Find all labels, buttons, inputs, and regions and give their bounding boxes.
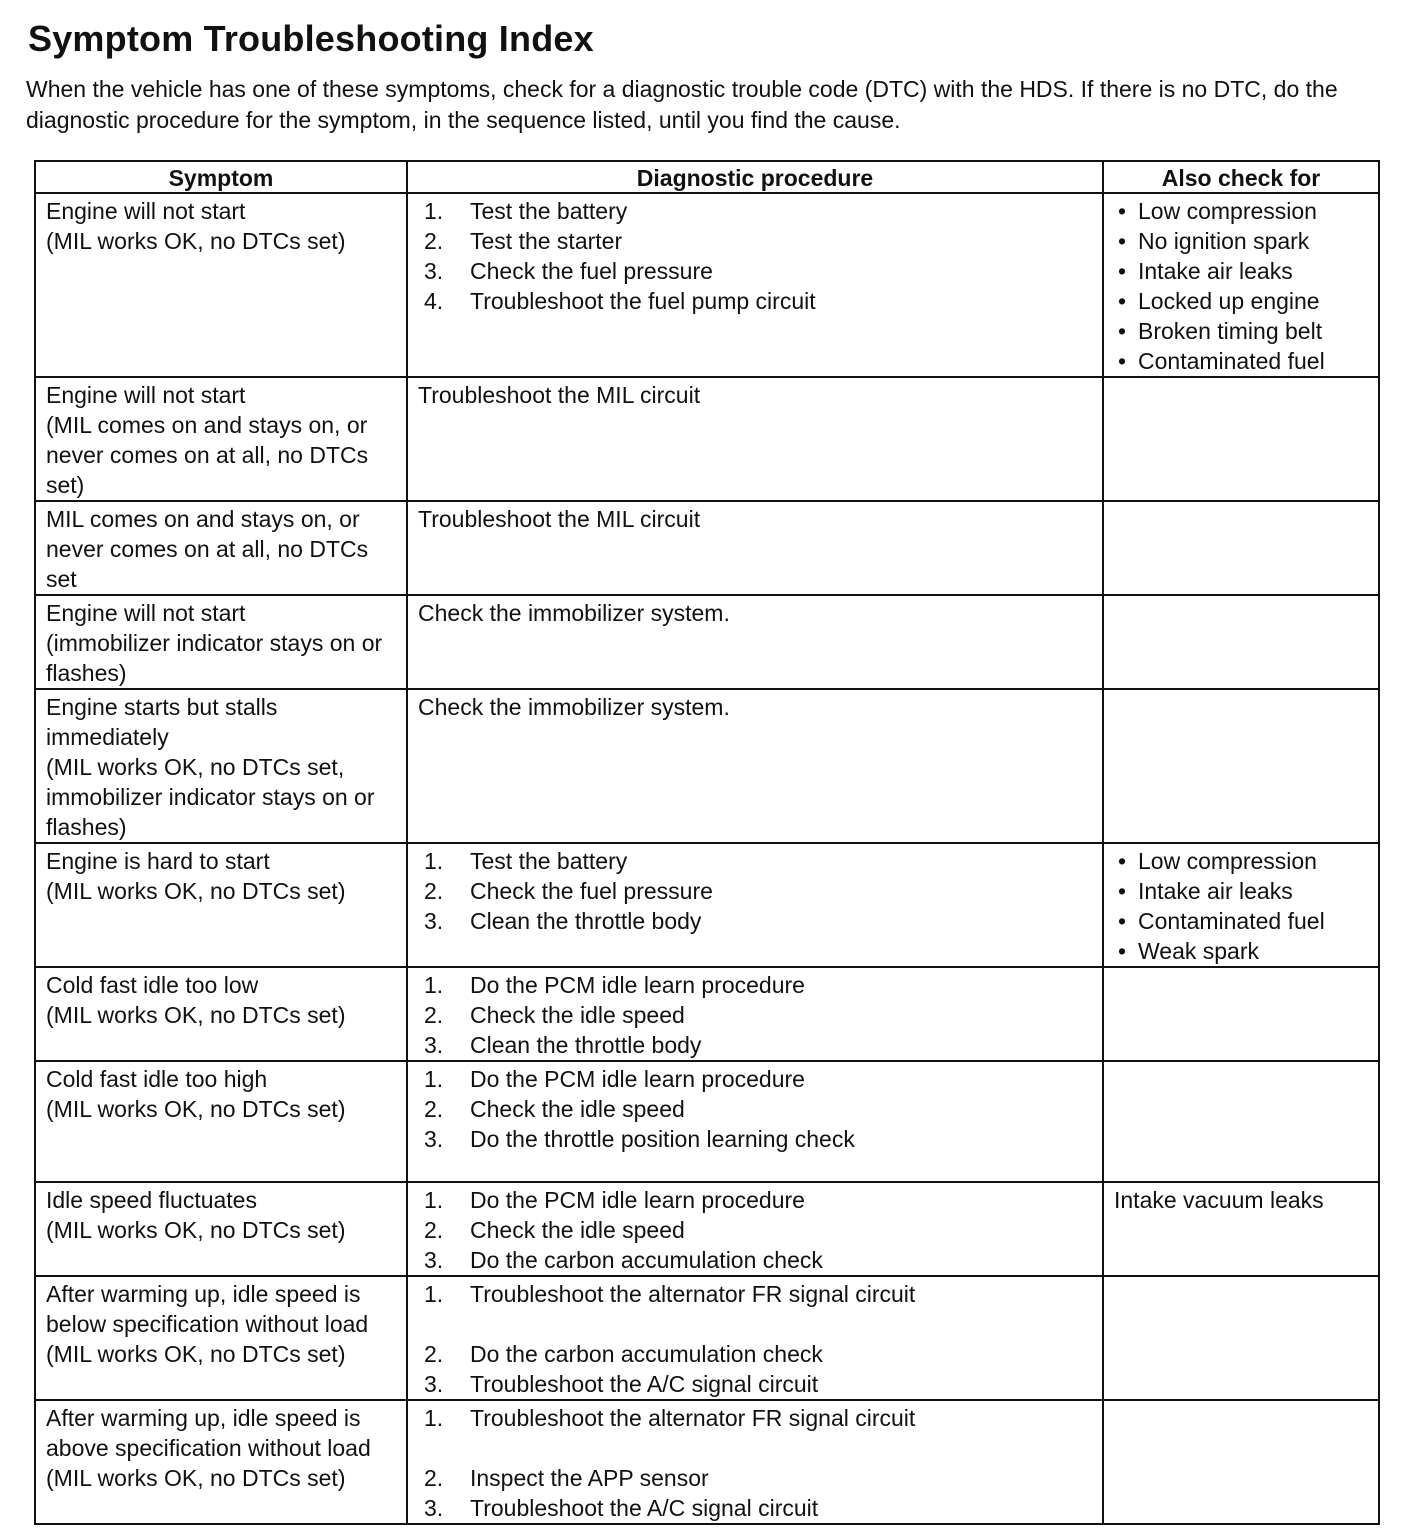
- symptom-condition: (MIL works OK, no DTCs set): [46, 1341, 346, 1367]
- step-number: 1.: [424, 198, 444, 224]
- symptom-title: Engine is hard to start: [46, 848, 270, 874]
- also-check-cell: [1103, 377, 1379, 501]
- step-text: Do the PCM idle learn procedure: [470, 1187, 805, 1213]
- table-row: [35, 689, 1379, 843]
- step-text: Troubleshoot the fuel pump circuit: [470, 288, 816, 314]
- procedure-cell: [407, 843, 1103, 967]
- step-number: 2.: [424, 1096, 444, 1122]
- procedure-step: [418, 1339, 1092, 1369]
- symptom-condition: (MIL works OK, no DTCs set): [46, 1002, 346, 1028]
- also-check-cell: [1103, 1400, 1379, 1524]
- also-check-cell: [1103, 193, 1379, 377]
- step-number: 1.: [424, 848, 444, 874]
- procedure-step: [418, 1403, 1092, 1433]
- step-text: Inspect the APP sensor: [470, 1465, 709, 1491]
- symptom-title: Cold fast idle too low: [46, 972, 259, 998]
- also-check-cell: [1103, 689, 1379, 843]
- procedure-cell: [407, 1276, 1103, 1400]
- table-row: [35, 377, 1379, 501]
- also-check-item: • Intake air leaks: [1114, 256, 1368, 286]
- also-check-item: • Contaminated fuel: [1114, 346, 1368, 376]
- procedure-step: [418, 256, 1092, 286]
- step-text: Clean the throttle body: [470, 1032, 702, 1058]
- procedure-step: [418, 286, 1092, 316]
- table-row: [35, 1182, 1379, 1276]
- also-check-item: • No ignition spark: [1114, 226, 1368, 256]
- also-check-item: • Locked up engine: [1114, 286, 1368, 316]
- step-text: Check the fuel pressure: [470, 878, 713, 904]
- also-check-cell: [1103, 595, 1379, 689]
- page-title: Symptom Troubleshooting Index: [28, 18, 594, 59]
- procedure-step: [418, 1030, 1092, 1060]
- step-number: 2.: [424, 1217, 444, 1243]
- procedure-step: [418, 196, 1092, 226]
- step-number: 2.: [424, 228, 444, 254]
- procedure-cell: Troubleshoot the MIL circuit: [407, 501, 1103, 595]
- table-row: [35, 193, 1379, 377]
- procedure-step: [418, 1124, 1092, 1154]
- symptom-condition: (MIL works OK, no DTCs set): [46, 878, 346, 904]
- procedure-cell: Check the immobilizer system.: [407, 689, 1103, 843]
- procedure-step: [418, 1245, 1092, 1275]
- symptom-cell: [35, 193, 407, 377]
- symptom-cell: [35, 1061, 407, 1182]
- table-row: [35, 843, 1379, 967]
- step-text: Do the throttle position learning check: [470, 1126, 855, 1152]
- step-text: Do the carbon accumulation check: [470, 1341, 823, 1367]
- header-also-check-for: Also check for: [1103, 161, 1379, 193]
- symptom-title: After warming up, idle speed is below specification without load: [46, 1281, 369, 1337]
- step-text: Check the idle speed: [470, 1096, 685, 1122]
- step-number: 3.: [424, 258, 444, 284]
- procedure-cell: [407, 193, 1103, 377]
- symptom-condition: (MIL works OK, no DTCs set): [46, 1465, 346, 1491]
- step-text: Check the fuel pressure: [470, 258, 713, 284]
- procedure-cell: [407, 1061, 1103, 1182]
- header-symptom: Symptom: [35, 161, 407, 193]
- procedure-step: [418, 1493, 1092, 1523]
- symptom-title: Idle speed fluctuates: [46, 1187, 257, 1213]
- step-number: 3.: [424, 1126, 444, 1152]
- step-number: 1.: [424, 1187, 444, 1213]
- step-text: Troubleshoot the A/C signal circuit: [470, 1371, 819, 1397]
- also-check-cell: [1103, 1276, 1379, 1400]
- header-diagnostic-procedure: Diagnostic procedure: [407, 161, 1103, 193]
- step-number: 3.: [424, 908, 444, 934]
- step-number: 2.: [424, 1465, 444, 1491]
- also-check-cell: [1103, 843, 1379, 967]
- also-check-cell: [1103, 1061, 1379, 1182]
- symptom-cell: [35, 377, 407, 501]
- step-number: 3.: [424, 1495, 444, 1521]
- step-text: Do the carbon accumulation check: [470, 1247, 823, 1273]
- also-check-item: • Low compression: [1114, 196, 1368, 226]
- step-text: Clean the throttle body: [470, 908, 702, 934]
- step-number: 3.: [424, 1371, 444, 1397]
- procedure-step: [418, 1215, 1092, 1245]
- step-text: Check the idle speed: [470, 1217, 685, 1243]
- step-number: 2.: [424, 878, 444, 904]
- symptom-condition: (MIL works OK, no DTCs set, immobilizer indicator stays on or flashes): [46, 754, 375, 840]
- symptom-cell: [35, 595, 407, 689]
- intro-paragraph: When the vehicle has one of these symptoms, check for a diagnostic trouble code (DTC) with the HDS. If there is no DTC, do the diagnostic procedure for the symptom, in the sequence listed, until you find the cause.: [26, 76, 1338, 133]
- also-check-item: • Weak spark: [1114, 936, 1368, 966]
- procedure-step: [418, 970, 1092, 1000]
- table-row: [35, 1400, 1379, 1524]
- procedure-cell: [407, 1182, 1103, 1276]
- table-row: [35, 501, 1379, 595]
- procedure-step: [418, 1463, 1092, 1493]
- procedure-step: [418, 1279, 1092, 1309]
- table-row: [35, 967, 1379, 1061]
- symptom-cell: [35, 967, 407, 1061]
- step-text: Test the starter: [470, 228, 623, 254]
- procedure-step: [418, 1094, 1092, 1124]
- step-text: Troubleshoot the alternator FR signal circuit: [470, 1405, 916, 1431]
- procedure-cell: [407, 1400, 1103, 1524]
- procedure-step: [418, 846, 1092, 876]
- symptom-title: After warming up, idle speed is above specification without load: [46, 1405, 371, 1461]
- step-text: Troubleshoot the alternator FR signal circuit: [470, 1281, 916, 1307]
- procedure-step: [418, 1000, 1092, 1030]
- symptom-cell: [35, 1276, 407, 1400]
- symptom-title: Engine starts but stalls immediately: [46, 694, 278, 750]
- symptom-title: Engine will not start: [46, 600, 246, 626]
- also-check-cell: [1103, 967, 1379, 1061]
- symptom-title: Cold fast idle too high: [46, 1066, 268, 1092]
- procedure-step: [418, 876, 1092, 906]
- procedure-step: [418, 1064, 1092, 1094]
- symptom-condition: (MIL works OK, no DTCs set): [46, 228, 346, 254]
- table-row: [35, 1061, 1379, 1182]
- procedure-step: [418, 1369, 1092, 1399]
- table-row: [35, 595, 1379, 689]
- step-text: Check the idle speed: [470, 1002, 685, 1028]
- also-check-item: • Intake air leaks: [1114, 876, 1368, 906]
- table-row: [35, 1276, 1379, 1400]
- table-header-row: [35, 161, 1379, 193]
- procedure-step: [418, 226, 1092, 256]
- step-number: 2.: [424, 1341, 444, 1367]
- step-number: 1.: [424, 1405, 444, 1431]
- step-text: Troubleshoot the A/C signal circuit: [470, 1495, 819, 1521]
- symptom-table: [34, 160, 1380, 1525]
- also-check-item: • Contaminated fuel: [1114, 906, 1368, 936]
- also-check-cell: [1103, 501, 1379, 595]
- step-text: Do the PCM idle learn procedure: [470, 1066, 805, 1092]
- procedure-step: [418, 1185, 1092, 1215]
- step-text: Do the PCM idle learn procedure: [470, 972, 805, 998]
- symptom-cell: [35, 1400, 407, 1524]
- symptom-title: MIL comes on and stays on, or never comes on at all, no DTCs set: [46, 506, 369, 592]
- procedure-step: [418, 906, 1092, 936]
- symptom-cell: [35, 689, 407, 843]
- symptom-condition: (MIL works OK, no DTCs set): [46, 1096, 346, 1122]
- also-check-item: • Low compression: [1114, 846, 1368, 876]
- symptom-condition: (MIL works OK, no DTCs set): [46, 1217, 346, 1243]
- step-number: 3.: [424, 1247, 444, 1273]
- also-check-item: • Broken timing belt: [1114, 316, 1368, 346]
- step-number: 3.: [424, 1032, 444, 1058]
- procedure-cell: Troubleshoot the MIL circuit: [407, 377, 1103, 501]
- symptom-cell: [35, 1182, 407, 1276]
- step-number: 2.: [424, 1002, 444, 1028]
- symptom-cell: [35, 501, 407, 595]
- symptom-cell: [35, 843, 407, 967]
- procedure-cell: Check the immobilizer system.: [407, 595, 1103, 689]
- step-number: 1.: [424, 972, 444, 998]
- step-text: Test the battery: [470, 198, 628, 224]
- symptom-condition: (immobilizer indicator stays on or flashes): [46, 630, 383, 686]
- step-text: Test the battery: [470, 848, 628, 874]
- symptom-title: Engine will not start: [46, 198, 246, 224]
- symptom-condition: (MIL comes on and stays on, or never comes on at all, no DTCs set): [46, 412, 369, 498]
- step-number: 4.: [424, 288, 444, 314]
- symptom-title: Engine will not start: [46, 382, 246, 408]
- also-check-cell: Intake vacuum leaks: [1103, 1182, 1379, 1276]
- procedure-cell: [407, 967, 1103, 1061]
- step-number: 1.: [424, 1066, 444, 1092]
- step-number: 1.: [424, 1281, 444, 1307]
